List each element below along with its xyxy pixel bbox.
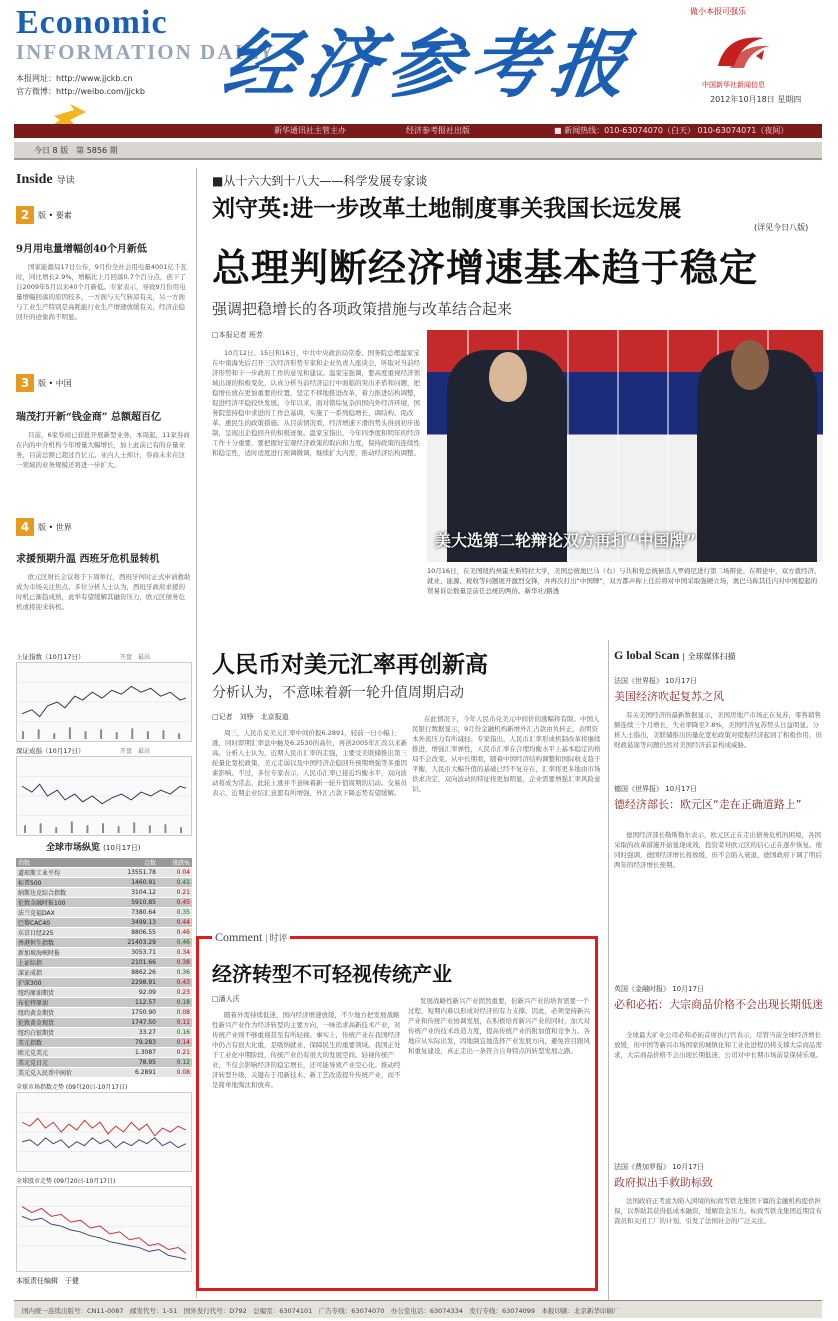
table-cell-name: 美元兑人民币中间价 [16, 1068, 107, 1078]
table-cell-name: 布伦特原油 [16, 998, 107, 1008]
table-cell-value: 13551.78 [107, 868, 158, 878]
top-bar-hotline: ■ 新闻热线：010-63074070（白天） 010-63074071（夜间） [554, 126, 789, 135]
table-row [16, 948, 192, 958]
section-label: 版 • 中国 [38, 378, 72, 388]
table-cell-change: 0.43 [158, 978, 192, 988]
inside-heading [16, 172, 75, 188]
global-scan-sub: | 全球媒体扫描 [682, 652, 736, 661]
rmb-byline: □记者 刘铮 北京报道 [212, 713, 289, 721]
right-column-divider [608, 640, 609, 1300]
website-link[interactable]: 本报网址：http://www.jjckb.cn [16, 74, 133, 83]
inside-section-2[interactable] [16, 206, 72, 224]
scan-text-4: 法国政府正考虑为陷入困境的标致雪铁龙集团下属的金融机构提供担保，以帮助其获得低成本融资，缓解资金压力。标致雪铁龙集团近期宣布裁员和关闭工厂的计划，引发了法国社会的广泛关注。 [614, 1197, 822, 1225]
table-cell-value: 79.283 [107, 1038, 158, 1048]
candidate-right-face [731, 340, 769, 390]
table-cell-value: 1460.91 [107, 878, 158, 888]
table-row [16, 1018, 192, 1028]
bottom-chart-label-1: 全球市场指数走势 (09月20日-10月17日) [16, 1084, 128, 1091]
photo-caption: 10月16日，在美国纽约州霍夫斯特拉大学，美国总统奥巴马（右）与共和党总统候选人罗姆尼进行第二场辩论。在辩论中，双方就经济、就业、能源、税收等问题展开激烈交锋，并再次打出“中国牌”，双方都声称上任后将对中国采取强硬立场，奥巴马称其任内对中国提起的贸易诉讼数量是前任总统的两倍。新华社/路透 [427, 567, 821, 595]
table-cell-change: 0.08 [158, 1008, 192, 1018]
top-bar [14, 124, 822, 138]
scan-headline-2[interactable]: 德经济部长：欧元区“走在正确道路上” [614, 798, 802, 811]
table-cell-value: 33.27 [107, 1028, 158, 1038]
masthead-chinese-title: 经济参考报 [218, 22, 641, 108]
table-cell-change: 0.18 [158, 998, 192, 1008]
table-row [16, 878, 192, 888]
table-row [16, 928, 192, 938]
table-cell-value: 8806.55 [107, 928, 158, 938]
shanghai-index-chart [16, 662, 192, 742]
lead-jump[interactable]: (详见今日八版) [754, 223, 809, 232]
table-cell-value: 8862.26 [107, 968, 158, 978]
rmb-body-col1: 周三，人民币兑美元汇率中间价报6.2891，较前一日小幅上涨，同时即期汇率盘中触及6.2530的高位，再创2005年汇改以来新高。分析人士认为，近期人民币汇率的走强，主要受美联储推出第三轮量化宽松政策、美元走弱以及中国经济企稳回升预期增强等多重因素影响。不过，多位专家表示，人民币汇率已接近均衡水平，双向波动将成为常态，此轮上涨并不意味着新一轮升值周期的启动。交易员表示，近期企业结汇意愿有所增强，外汇占款下降态势有望缓解。 [212, 729, 408, 797]
scan-source-1: 法国《世界报》 10月17日 [614, 677, 698, 685]
commentary-headline[interactable]: 经济转型不可轻视传统产业 [212, 962, 452, 986]
inside-sub: 导读 [56, 175, 75, 185]
masthead-english-line2: INFORMATION DAILY [16, 40, 276, 64]
footer-text: 国内统一连续出版号：CN11-0087 邮发代号：1-51 国外发行代号：D792 总编室：63074101 广告专线：63074070 办公室电话：63074334 发行专线：63074099 本报印刷：北京新华印刷厂 [22, 1307, 620, 1315]
table-row [16, 1038, 192, 1048]
shenzhen-index-chart [16, 756, 192, 836]
table-cell-name: 深证成指 [16, 968, 107, 978]
inside-section-4[interactable] [16, 518, 72, 536]
table-header: 点数 [107, 858, 158, 868]
lead-headline[interactable]: 刘守英:进一步改革土地制度事关我国长远发展 [212, 196, 682, 222]
table-cell-change: 0.21 [158, 1048, 192, 1058]
table-cell-change: 0.34 [158, 948, 192, 958]
table-row [16, 1068, 192, 1078]
table-row [16, 1048, 192, 1058]
top-bar-sponsor: 新华通讯社主管主办 [274, 126, 346, 135]
scan-source-4: 法国《费加罗报》 10月17日 [614, 1163, 705, 1171]
main-headline[interactable]: 总理判断经济增速基本趋于稳定 [212, 246, 759, 290]
candidate-left-face [489, 352, 527, 402]
table-cell-change: 0.35 [158, 908, 192, 918]
top-bar-publisher: 经济参考报社出版 [406, 126, 470, 135]
table-row [16, 868, 192, 878]
table-cell-change: 0.11 [158, 1018, 192, 1028]
scan-source-2: 德国《世界报》 10月17日 [614, 785, 698, 793]
table-cell-value: 92.09 [107, 988, 158, 998]
issue-bar [14, 142, 822, 160]
table-cell-value: 5910.85 [107, 898, 158, 908]
table-cell-value: 112.57 [107, 998, 158, 1008]
section-number-badge: 3 [16, 374, 34, 392]
table-row [16, 908, 192, 918]
table-cell-change: 0.45 [158, 898, 192, 908]
table-cell-change: 0.41 [158, 878, 192, 888]
photo-overlay-title: 美大选第二轮辩论双方再打“中国牌” [435, 531, 697, 550]
table-row [16, 1028, 192, 1038]
chart-meta-2: 开盘 最高 [120, 748, 151, 755]
scan-headline-3[interactable]: 必和必拓：大宗商品价格不会出现长期低迷 [614, 998, 823, 1011]
table-cell-change: 0.14 [158, 1038, 192, 1048]
global-stock-chart [16, 1186, 192, 1272]
table-row [16, 898, 192, 908]
table-cell-change: 0.23 [158, 988, 192, 998]
table-cell-name: 沪深300 [16, 978, 107, 988]
table-row [16, 888, 192, 898]
table-row [16, 938, 192, 948]
table-cell-name: 纽约原油期货 [16, 988, 107, 998]
main-byline: □本报记者 班芳 [212, 331, 263, 339]
inside-title: Inside [16, 172, 53, 187]
table-cell-change: 0.38 [158, 958, 192, 968]
table-cell-value: 2298.91 [107, 978, 158, 988]
scan-headline-1[interactable]: 美国经济吹起复苏之风 [614, 690, 724, 703]
table-cell-value: 1.3087 [107, 1048, 158, 1058]
main-subhead: 强调把稳增长的各项政策措施与改革结合起来 [212, 300, 513, 318]
table-cell-value: 78.95 [107, 1058, 158, 1068]
table-cell-change: 0.44 [158, 918, 192, 928]
table-cell-value: 3053.71 [107, 948, 158, 958]
page-footer [14, 1300, 822, 1318]
global-scan-title: G lobal Scan [614, 648, 680, 662]
inside-headline-4[interactable]: 求援预期升温 西班牙危机显转机 [16, 554, 160, 565]
section-label: 版 • 世界 [38, 522, 72, 532]
logo-caption: 中国新华社新闻信息 [702, 81, 765, 89]
inside-headline-3[interactable]: 瑞茂打开新“钱金商” 总额超百亿 [16, 412, 161, 423]
table-cell-name: 美元兑日元 [16, 1058, 107, 1068]
table-cell-name: 纳斯达克综合指数 [16, 888, 107, 898]
rmb-headline[interactable]: 人民币对美元汇率再创新高 [212, 652, 488, 678]
inside-headline-2[interactable]: 9月用电量增幅创40个月新低 [16, 244, 147, 255]
table-cell-change: 0.36 [158, 968, 192, 978]
main-body: 10月12日、15日和16日，中共中央政治局常委、国务院总理温家宝在中南海先后召开三次经济形势专家和企业负责人座谈会，听取对当前经济形势和下一步政府工作的意见和建议。温家宝强调，要高度重视经济领域出现的积极变化，认真分析当前经济运行中面临的突出矛盾和问题，把稳增长放在更加重要的位置，坚定不移地推进改革，着力推进结构调整，促进经济平稳较快发展。今年以来，面对错综复杂的国内外经济环境，国务院坚持稳中求进的工作总基调，实施了一系列稳增长、调结构、促改革、惠民生的政策措施。从目前情况看，经济增速下滑的势头得到初步遏制，呈现出企稳回升的积极迹象。温家宝指出，今年四季度和明年的经济工作十分重要，要把握好宏观经济政策的取向和力度，保持政策的连续性和稳定性，适时适度进行预调微调，继续扩大内需，推动经济结构调整。 [212, 349, 420, 457]
scan-headline-4[interactable]: 政府拟出手救助标致 [614, 1176, 713, 1189]
table-cell-name: 伦敦黄金现货 [16, 1018, 107, 1028]
table-cell-value: 1747.50 [107, 1018, 158, 1028]
left-editor-credit: 本版责任编辑 于健 [16, 1277, 79, 1285]
table-cell-name: 伦敦金融时报100 [16, 898, 107, 908]
issue-date: 2012年10月18日 星期四 [710, 95, 802, 104]
commentary-body-col1: 随着外需持续低迷，国内经济增速放缓，不少地方把发展战略性新兴产业作为经济转型的主要方向，一味追求高新技术产业，对传统产业则不够重视甚至有所轻视。事实上，传统产业在我国经济中仍占有很大比重，是吸纳就业、保障民生的重要领域。我国正处于工业化中期阶段，传统产业仍有很大的发展空间。轻视传统产业，不仅会影响经济的稳定增长，还可能导致产业空心化。推动经济转型升级，关键在于用新技术、新工艺改造提升传统产业，而不是简单地淘汰和放弃。 [212, 1011, 401, 1089]
rmb-body-col2: 在此情况下，今年人民币兑美元中间价的涨幅将有限。中国人民银行数据显示，9月份金融机构新增外汇占款由负转正，表明资本外流压力有所减轻。专家指出，人民币汇率形成机制改革将继续推进，增强汇率弹性，人民币汇率在合理均衡水平上基本稳定的格局不会改变。从中长期看，随着中国经济结构调整和国际收支趋于平衡，人民币大幅升值的基础已经不复存在，汇率将更多地由市场供求决定，双向波动的特征将更加明显，企业需要增强汇率风险意识。 [412, 715, 601, 793]
table-cell-value: 1750.90 [107, 1008, 158, 1018]
scan-source-3: 英国《金融时报》 10月17日 [614, 985, 705, 993]
table-cell-value: 21403.29 [107, 938, 158, 948]
chart-meta-1: 开盘 最高 [120, 654, 151, 661]
table-row [16, 968, 192, 978]
table-cell-change: 0.46 [158, 928, 192, 938]
inside-text-3: 目前，6家券商已获批开展新型业务，本周起，11家券商在内的中介机构今年增量大幅增长，加上此前已有的存量业务，目前总额已超过百亿元。业内人士预计，券商未来在这一领域的业务规模还将进一步扩大。 [16, 431, 190, 469]
table-cell-value: 2101.66 [107, 958, 158, 968]
chart-label-1: 上证指数（10月17日） [16, 653, 85, 661]
inside-section-3[interactable] [16, 374, 72, 392]
table-cell-name: 纽约白银期货 [16, 1028, 107, 1038]
section-number-badge: 4 [16, 518, 34, 536]
table-cell-value: 6.2891 [107, 1068, 158, 1078]
table-row [16, 1058, 192, 1068]
scan-text-1: 有关美国经济的最新数据显示，美国房地产市场正在复苏，零售销售额连续三个月增长，失业率降至7.8%，美国经济复苏势头日益明显。分析人士指出，美联储推出的量化宽松政策对提振经济起到了积极作用，但财政悬崖等问题仍然对美国经济前景构成威胁。 [614, 711, 822, 749]
table-cell-name: 法兰克福DAX [16, 908, 107, 918]
scan-text-2: 德国经济部长勒斯勒尔表示，欧元区正在走出债务危机的困境，各国采取的改革措施开始显现成效，投资者对欧元区的信心正在逐步恢复。他同时强调，德国经济增长将放缓，但不会陷入衰退，德国政府下调了明后两年的经济增长预期。 [614, 831, 822, 869]
table-row [16, 958, 192, 968]
scan-text-3: 全球最大矿业公司必和必拓首席执行官表示，尽管当前全球经济增长放缓，但中国等新兴市场国家的城镇化和工业化进程仍将支撑大宗商品需求，大宗商品价格不会出现长期低迷，公司对中长期市场前景保持乐观。 [614, 1031, 822, 1059]
table-row [16, 1008, 192, 1018]
table-cell-change: 0.46 [158, 938, 192, 948]
table-row [16, 918, 192, 928]
table-cell-name: 新加坡海峡时报 [16, 948, 107, 958]
global-index-chart [16, 1092, 192, 1172]
commentary-tag: Comment | 时评 [212, 930, 290, 945]
table-header: 涨跌% [158, 858, 192, 868]
bottom-chart-label-2: 全球股市走势 (09月20日-10月17日) [16, 1178, 116, 1185]
market-table [16, 858, 192, 1078]
masthead-slogan: 做小本报可强乐 [690, 7, 746, 16]
table-row [16, 988, 192, 998]
table-cell-change: 0.08 [158, 1068, 192, 1078]
weibo-link[interactable]: 官方微博：http://weibo.com/jjckb [16, 87, 145, 96]
rmb-subhead: 分析认为，不意味着新一轮升值周期启动 [212, 685, 464, 701]
table-cell-change: 0.16 [158, 1028, 192, 1038]
table-cell-name: 欧元兑美元 [16, 1048, 107, 1058]
chart-label-2: 深证成指（10月17日） [16, 747, 85, 755]
masthead-web-info [16, 72, 145, 98]
commentary-body-col2: 发展战略性新兴产业固然重要，但新兴产业的培育需要一个过程，短期内难以形成对经济的有力支撑。因此，必须坚持新兴产业和传统产业协调发展，在积极培育新兴产业的同时，加大对传统产业的技术改造力度，提高传统产业的附加值和竞争力。各地应从实际出发，因地制宜地选择产业发展方向，避免盲目跟风和重复建设，真正走出一条符合自身特点的转型发展之路。 [408, 997, 590, 1055]
table-cell-name: 标普500 [16, 878, 107, 888]
table-row [16, 978, 192, 988]
inside-text-2: 国家能源局17日公布，9月份全社会用电量4001亿千瓦时，同比增长2.9%，增幅比上月回落0.7个百分点，创下了自2009年5月以来40个月新低。专家表示，导致9月份用电量增幅回落的原因较多，一方面与天气转凉有关，另一方面与工业生产特别是高耗能行业生产增速放缓有关，经济企稳回升的迹象尚不明显。 [16, 263, 187, 321]
global-scan-heading [614, 648, 736, 663]
table-cell-name: 道琼斯工业平均 [16, 868, 107, 878]
table-cell-change: 0.21 [158, 888, 192, 898]
table-cell-name: 美元指数 [16, 1038, 107, 1048]
section-number-badge: 2 [16, 206, 34, 224]
table-header: 指数 [16, 858, 107, 868]
xinhua-logo-icon [712, 28, 776, 80]
commentary-byline: □潘人沃 [212, 995, 240, 1003]
section-label: 版 • 要素 [38, 210, 72, 220]
table-cell-change: 0.12 [158, 1058, 192, 1068]
table-cell-value: 3499.13 [107, 918, 158, 928]
masthead-english-line1: Economic [16, 4, 168, 41]
table-cell-change: 0.04 [158, 868, 192, 878]
lead-kicker: ■从十六大到十八大——科学发展专家谈 [212, 174, 428, 188]
table-cell-value: 3104.12 [107, 888, 158, 898]
table-cell-name: 香港恒生指数 [16, 938, 107, 948]
table-cell-name: 东京日经225 [16, 928, 107, 938]
market-table-title: 全球市场纵览 (10月17日) [46, 843, 141, 853]
table-cell-name: 纽约黄金期货 [16, 1008, 107, 1018]
inside-text-4: 欧元区财长会议将于下周举行，西班牙何时正式申请救助成为市场关注焦点。多位分析人士认为，西班牙政府求援的时机已渐趋成熟，此举有望缓解其融资压力，欧元区债务危机或将迎来转机。 [16, 573, 191, 611]
table-cell-name: 巴黎CAC40 [16, 918, 107, 928]
table-row [16, 998, 192, 1008]
table-cell-name: 上证综指 [16, 958, 107, 968]
issue-bar-text: 今日 8 版 第 5856 期 [34, 146, 118, 155]
table-cell-value: 7380.64 [107, 908, 158, 918]
